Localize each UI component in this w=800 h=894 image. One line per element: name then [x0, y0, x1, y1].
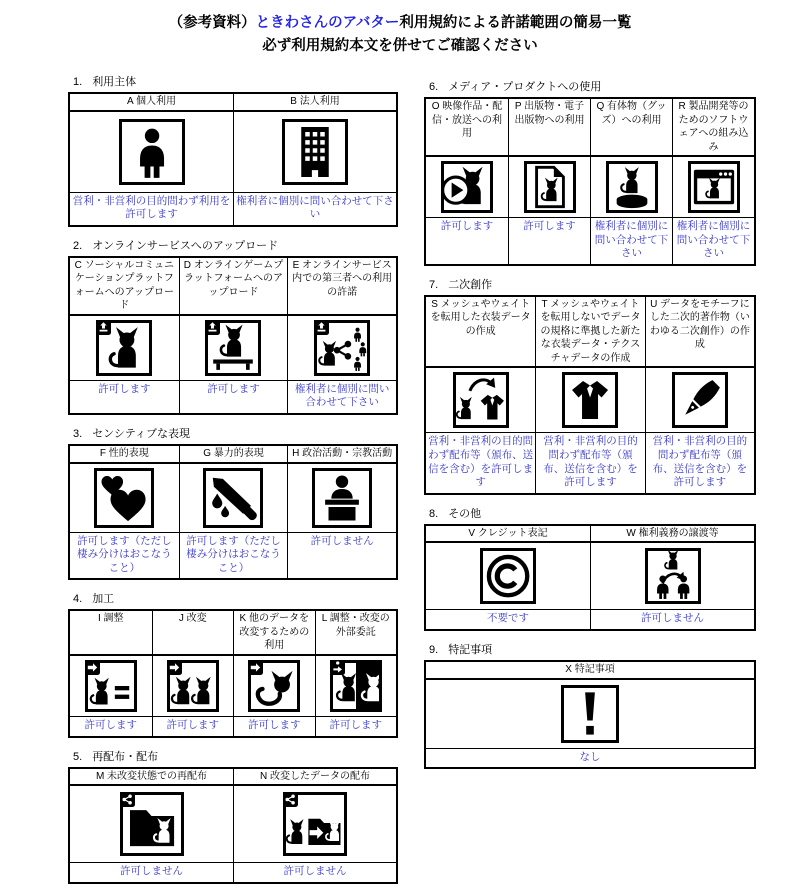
cell-header-D: D オンラインゲームプラットフォームへのアップロード [179, 258, 288, 316]
cell-icon-box-X [561, 685, 619, 743]
section-heading: 1. 利用主体 [73, 76, 137, 88]
cell-icon-box-L [330, 660, 382, 712]
cell-icon-box-G [203, 468, 263, 528]
title-line2: 必ず利用規約本文を併せてご確認ください [262, 38, 538, 55]
cell-result-H: 許可しません [287, 533, 396, 579]
cell-header-A: A 個人利用 [70, 94, 233, 112]
cell-icon-box-D [205, 320, 261, 376]
section-other [424, 505, 756, 631]
cell-result-G: 許可します（ただし棲み分けはおこなうこと） [179, 533, 288, 579]
cat-to-costume-icon [456, 375, 506, 425]
cell-header-R: R 製品開発等のためのソフトウェアへの組み込み [672, 99, 754, 157]
cell-result-V: 不要です [487, 612, 529, 625]
cell-result-O: 許可します [440, 220, 494, 232]
section-online-upload [68, 237, 398, 415]
cell-result-C: 許可します [98, 382, 151, 395]
cell-result-K: 許可します [233, 717, 315, 736]
cell-icon-box-M [120, 792, 184, 856]
cell-icon-box-E [314, 320, 370, 376]
arrow-right-badge-icon [167, 660, 182, 675]
upload-badge-icon [96, 320, 111, 335]
copyright-icon [483, 551, 533, 601]
upload-badge-icon [205, 320, 220, 335]
person-arrow-badge-icon [330, 660, 345, 675]
cell-icon-box-K [248, 660, 300, 712]
section-derivative-works [424, 276, 756, 495]
cell-header-I: I 調整 [70, 611, 152, 656]
cell-header-V: V クレジット表記 [426, 526, 590, 544]
cell-result-U: 営利・非営利の目的問わず配布等（頒布、送信を含む）を許可します [645, 433, 754, 493]
cell-result-M: 許可しません [120, 865, 183, 878]
cell-header-J: J 改変 [152, 611, 234, 656]
arrow-right-badge-icon [85, 660, 100, 675]
cell-header-E: E オンラインサービス内での第三者への利用の許諾 [287, 258, 396, 316]
section-heading: 7. 二次創作 [429, 278, 493, 291]
section-redistribution [68, 748, 398, 884]
cell-header-C: C ソーシャルコミュニケーションプラットフォームへのアップロード [70, 258, 179, 316]
section-special-notes [424, 641, 756, 769]
cell-result-X: なし [579, 750, 601, 763]
cell-header-B: B 法人利用 [233, 94, 396, 112]
cell-header-K: K 他のデータを改変するための利用 [233, 611, 315, 656]
cell-icon-box-V [480, 548, 536, 604]
cell-icon-box-H [312, 468, 372, 528]
section-heading: 2. オンラインサービスへのアップロード [73, 239, 279, 252]
cell-result-S: 営利・非営利の目的問わず配布等（頒布、送信を含む）を許可します [428, 435, 534, 489]
cell-result-B: 権利者に個別に問い合わせて下さい [233, 193, 396, 225]
cell-result-F: 許可します（ただし棲み分けはおこなうこと） [77, 534, 172, 574]
cell-header-L: L 調整・改変の外部委託 [315, 611, 397, 656]
cell-header-U: U データをモチーフにした二次的著作物（いわゆる二次創作）の作成 [645, 297, 754, 369]
podium-speaker-icon [315, 471, 369, 525]
cell-header-F: F 性的表現 [70, 446, 179, 464]
building-icon [285, 122, 345, 182]
cell-result-A: 営利・非営利の目的問わず利用を許可します [72, 194, 231, 221]
cell-header-T: T メッシュやウェイトを転用しないでデータの規格に準拠した新たな衣装データ・テクスチャデータの作成 [535, 297, 644, 369]
section-usage-subject [68, 73, 398, 227]
permission-table [424, 97, 756, 266]
cell-icon-box-U [672, 372, 728, 428]
cell-result-R: 権利者に個別に問い合わせて下さい [672, 218, 754, 264]
title-accent: ときわさんのアバター [255, 15, 400, 31]
left-column [68, 0, 398, 894]
cell-icon-box-A [119, 119, 185, 185]
cell-result-Q: 権利者に個別に問い合わせて下さい [590, 218, 672, 264]
section-media-product [424, 78, 756, 266]
section-sensitive-expression [68, 425, 398, 580]
cell-header-X: X 特記事項 [426, 662, 754, 680]
cell-icon-box-I [85, 660, 137, 712]
fountain-pen-icon [675, 375, 725, 425]
permission-table [68, 609, 398, 737]
section-processing [68, 590, 398, 737]
cell-header-H: H 政治活動・宗教活動 [287, 446, 396, 464]
cell-result-I: 許可します [84, 718, 137, 731]
section-heading: 3. センシティブな表現 [73, 428, 191, 441]
section-heading: 9. 特記事項 [429, 644, 493, 657]
cell-result-D: 許可します [179, 381, 288, 413]
cell-icon-box-T [562, 372, 618, 428]
permission-table [68, 256, 398, 415]
person-icon [122, 122, 182, 182]
software-window-cat-icon [691, 164, 737, 210]
cell-result-W: 許可しません [590, 610, 754, 629]
cell-result-N: 許可しません [233, 863, 396, 882]
figurine-cat-icon [609, 164, 655, 210]
permission-table [424, 295, 756, 495]
permission-table [424, 660, 756, 769]
cell-icon-box-F [94, 468, 154, 528]
right-column [424, 0, 756, 779]
cell-icon-box-S [453, 372, 509, 428]
cell-icon-box-R [688, 161, 740, 213]
knife-blood-icon [206, 471, 260, 525]
document-cat-icon [527, 164, 573, 210]
transfer-people-cat-icon [648, 551, 698, 601]
cell-icon-box-Q [606, 161, 658, 213]
cell-header-O: O 映像作品・配信・放送への利用 [426, 99, 508, 157]
cell-icon-box-W [645, 548, 701, 604]
upload-badge-icon [314, 320, 329, 335]
section-heading: 6. メディア・プロダクトへの使用 [429, 81, 602, 93]
cell-header-N: N 改変したデータの配布 [233, 769, 396, 787]
cell-icon-box-B [282, 119, 348, 185]
section-heading: 8. その他 [429, 507, 482, 520]
section-heading: 5. 再配布・配布 [73, 750, 159, 763]
permission-table [68, 444, 398, 580]
costume-icon [565, 375, 615, 425]
cell-icon-box-J [167, 660, 219, 712]
cell-header-Q: Q 有体物（グッズ）への利用 [590, 99, 672, 157]
cell-header-S: S メッシュやウェイトを転用した衣装データの作成 [426, 297, 535, 369]
hearts-icon [97, 471, 151, 525]
cell-result-P: 許可します [508, 218, 590, 264]
cell-result-T: 営利・非営利の目的問わず配布等（頒布、送信を含む）を許可します [535, 433, 644, 493]
cell-header-P: P 出版物・電子出版物への利用 [508, 99, 590, 157]
permission-table [424, 524, 756, 631]
cell-header-G: G 暴力的表現 [179, 446, 288, 464]
title-suffix: 利用規約による許諾範囲の簡易一覧 [399, 15, 632, 31]
cell-icon-box-O [441, 161, 493, 213]
cell-result-L: 許可します [315, 717, 397, 736]
exclamation-icon [564, 688, 616, 740]
cell-result-E: 権利者に個別に問い合わせて下さい [287, 381, 396, 413]
permission-table [68, 92, 398, 227]
title-prefix: （参考資料） [168, 15, 256, 31]
arrow-right-badge-icon [248, 660, 263, 675]
section-heading: 4. 加工 [73, 593, 115, 606]
cell-icon-box-N [283, 792, 347, 856]
cell-icon-box-C [96, 320, 152, 376]
cell-header-W: W 権利義務の譲渡等 [590, 526, 754, 544]
cell-header-M: M 未改変状態での再配布 [70, 769, 233, 787]
cell-icon-box-P [524, 161, 576, 213]
cell-result-J: 許可します [152, 717, 234, 736]
video-play-cat-icon [444, 164, 490, 210]
permission-table [68, 767, 398, 884]
